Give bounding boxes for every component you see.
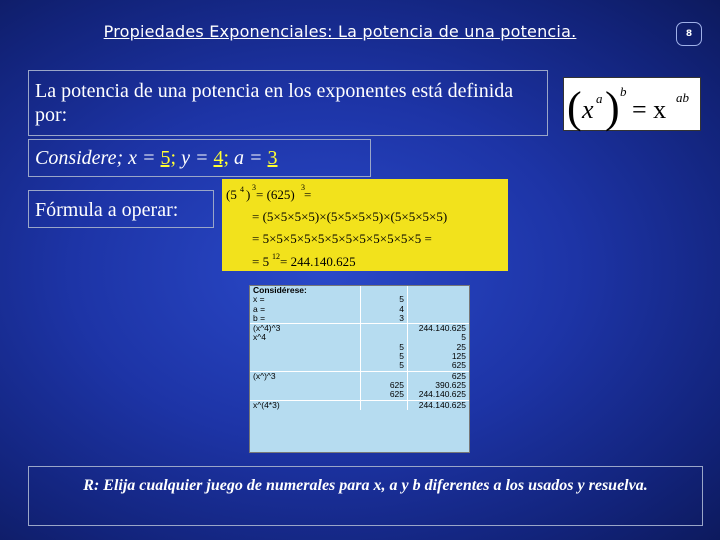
formula-exp-b: b [620,84,627,99]
table-cell: (x^4)^3 [250,324,361,334]
table-cell: 5 [361,352,408,361]
worked-line1-close: ) [246,187,251,202]
table-cell [250,361,361,371]
worked-line1-end: = [304,187,312,202]
table-cell: x^(4*3) [250,400,361,410]
worked-line1-outer: 3 [252,183,256,192]
power-formula-graphic [564,78,702,132]
consider-prefix: Considere; [35,147,129,169]
table-cell: 244.140.625 [408,400,470,410]
table-cell: 244.140.625 [418,389,466,400]
power-formula [563,77,701,131]
table-cell: 3 [361,314,408,324]
table-row [250,400,469,410]
table-cell [408,295,470,304]
table-cell: (x^)^3 [250,371,361,381]
table-cell: 390.625 [435,379,466,390]
table-cell: 625 [408,371,470,381]
consider-values [28,139,371,177]
table-row [250,361,469,371]
table-cell [250,390,361,400]
table-cell [250,352,361,361]
worked-line1-outer2: 3 [301,183,305,192]
worked-example [222,179,508,271]
spreadsheet-table [250,286,469,410]
formula-open-paren: ( [567,83,582,132]
worked-line4-exp: 12 [272,252,280,261]
consider-a-value: 3 [267,147,278,169]
consider-x-label: x = [128,147,161,169]
worked-example-graphic [222,179,508,271]
table-cell: 5 [361,343,408,352]
worked-line4-end: = 244.140.625 [280,254,356,269]
table-cell: a = [250,305,361,314]
formula-exp-ab: ab [676,90,689,105]
table-row [250,352,469,361]
table-row [250,324,469,334]
worked-line1-eq: = (625) [256,187,295,202]
page-number: 8 [676,22,702,46]
table-cell: x = [250,295,361,304]
answer-prompt: R: Elija cualquier juego de numerales para x, a y b diferentes a los usados y resuelva. [28,466,703,526]
table-cell: 25 [456,341,466,352]
table-row [250,343,469,352]
table-row [250,333,469,342]
table-cell: 625 [451,360,466,371]
consider-a-label: a = [229,147,268,169]
table-cell [361,400,408,410]
table-row [250,295,469,304]
table-cell: 625 [361,390,408,400]
table-cell: 625 [361,381,408,390]
spreadsheet-header: Considérese: [250,286,361,295]
table-cell: 125 [451,351,466,362]
worked-line1-base: (5 [226,187,237,202]
table-cell [250,381,361,390]
table-cell [361,324,408,334]
formula-close-paren: ) [605,83,620,132]
definition-text: La potencia de una potencia en los exponentes está definida por: [28,70,548,136]
formula-label: Fórmula a operar: [28,190,214,228]
consider-x-value: 5; [160,147,177,169]
table-cell: 244.140.625 [408,324,470,334]
formula-exp-a: a [596,91,603,106]
table-cell: b = [250,314,361,324]
consider-y-label: y = [176,147,214,169]
worked-line4-base: = 5 [252,254,270,269]
worked-line1-exp: 4 [240,185,244,194]
worked-line2: = (5×5×5×5)×(5×5×5×5)×(5×5×5×5) [252,209,448,224]
worked-line3: = 5×5×5×5×5×5×5×5×5×5×5×5 = [252,231,432,246]
slide-title: Propiedades Exponenciales: La potencia de una potencia. [103,22,577,41]
table-row [250,390,469,400]
table-cell: 4 [361,305,408,314]
table-row [250,305,469,314]
formula-base-x: x [582,95,594,124]
formula-rhs: = x [632,95,667,124]
table-cell [408,305,470,314]
table-cell: 5 [361,361,408,371]
consider-y-value: 4; [213,147,230,169]
table-cell: 5 [461,332,466,343]
table-cell: x^4 [250,333,361,342]
table-cell: 5 [361,295,408,304]
spreadsheet [249,285,470,453]
table-cell [250,343,361,352]
